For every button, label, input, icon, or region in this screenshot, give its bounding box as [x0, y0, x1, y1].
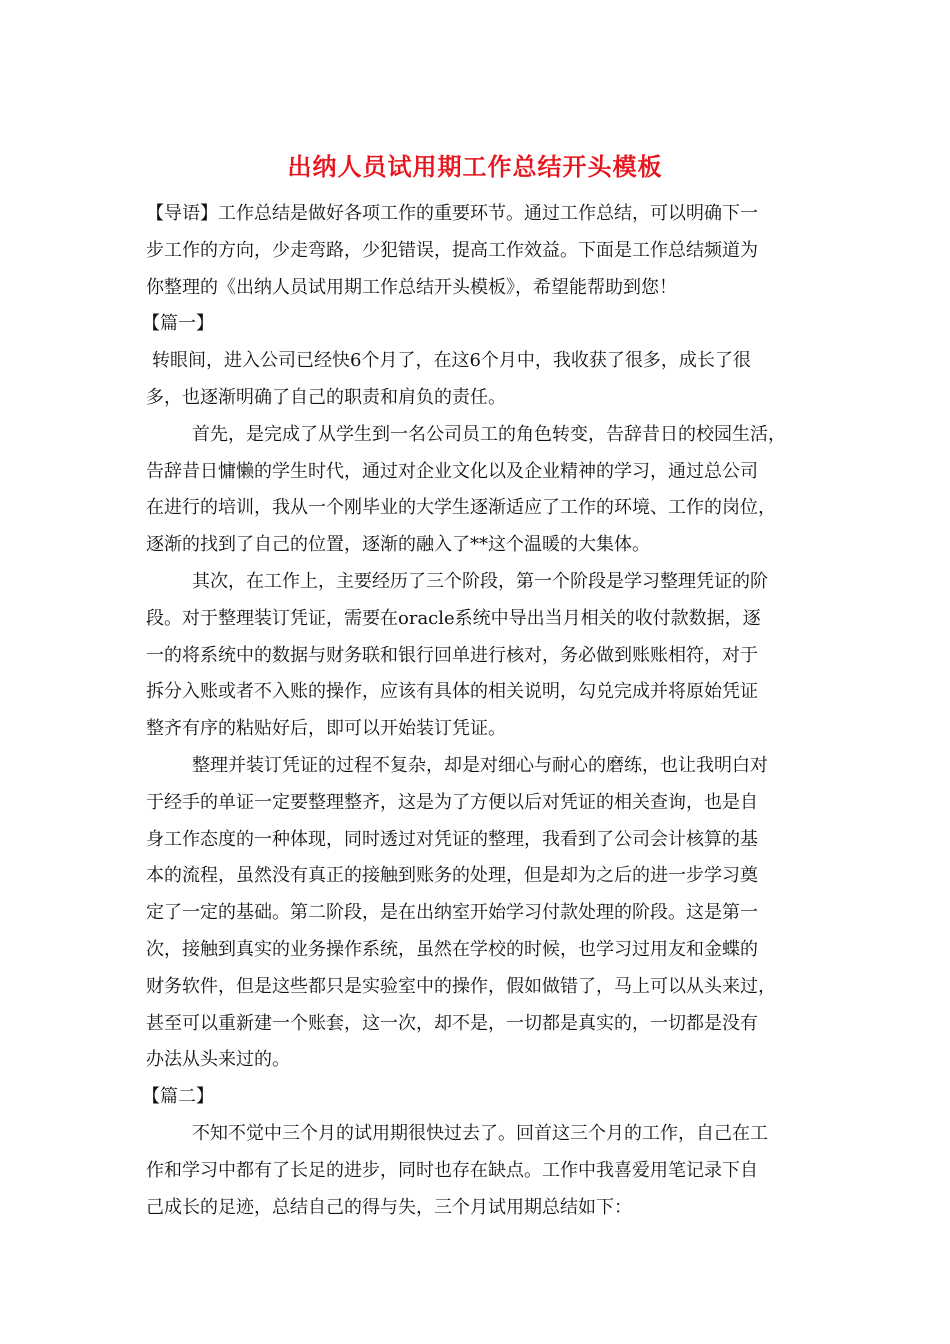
- text-line: 办法从头来过的。: [146, 1049, 290, 1071]
- text-line: 身工作态度的一种体现，同时透过对凭证的整理，我看到了公司会计核算的基: [146, 828, 758, 850]
- paragraph-start: 其次，在工作上，主要经历了三个阶段，第一个阶段是学习整理凭证的阶: [192, 570, 768, 592]
- text-line: 逐渐的找到了自己的位置，逐渐的融入了**这个温暖的大集体。: [146, 534, 650, 556]
- text-line: 步工作的方向，少走弯路，少犯错误，提高工作效益。下面是工作总结频道为: [146, 239, 758, 261]
- text-line: 甚至可以重新建一个账套，这一次，却不是，一切都是真实的，一切都是没有: [146, 1012, 758, 1034]
- text-line: 段。对于整理装订凭证，需要在oracle系统中导出当月相关的收付款数据，逐: [146, 607, 761, 629]
- text-line: 财务软件，但是这些都只是实验室中的操作，假如做错了，马上可以从头来过，: [146, 975, 776, 997]
- text-line: 本的流程，虽然没有真正的接触到账务的处理，但是却为之后的进一步学习奠: [146, 865, 758, 887]
- text-line: 告辞昔日慵懒的学生时代，通过对企业文化以及企业精神的学习，通过总公司: [146, 460, 758, 482]
- text-line: 转眼间，进入公司已经快6个月了，在这6个月中，我收获了很多，成长了很: [152, 350, 751, 372]
- text-line: 在进行的培训，我从一个刚毕业的大学生逐渐适应了工作的环境、工作的岗位，: [146, 497, 776, 519]
- paragraph-start: 首先，是完成了从学生到一名公司员工的角色转变，告辞昔日的校园生活，: [192, 423, 786, 445]
- text-line: 作和学习中都有了长足的进步，同时也存在缺点。工作中我喜爱用笔记录下自: [146, 1159, 758, 1181]
- text-line: 定了一定的基础。第二阶段，是在出纳室开始学习付款处理的阶段。这是第一: [146, 902, 758, 924]
- text-line: 你整理的《出纳人员试用期工作总结开头模板》，希望能帮助到您！: [146, 276, 677, 298]
- paragraph-start: 不知不觉中三个月的试用期很快过去了。回首这三个月的工作，自己在工: [192, 1122, 768, 1144]
- text-line: 【导语】工作总结是做好各项工作的重要环节。通过工作总结，可以明确下一: [146, 203, 758, 224]
- text-line: 整齐有序的粘贴好后，即可以开始装订凭证。: [146, 718, 506, 740]
- text-line: 拆分入账或者不入账的操作，应该有具体的相关说明，勾兑完成并将原始凭证: [146, 681, 758, 703]
- text-line: 于经手的单证一定要整理整齐，这是为了方便以后对凭证的相关查询，也是自: [146, 791, 758, 813]
- section-heading: 【篇一】: [142, 313, 214, 335]
- paragraph-start: 整理并装订凭证的过程不复杂，却是对细心与耐心的磨练，也让我明白对: [192, 754, 768, 776]
- section-heading: 【篇二】: [142, 1086, 214, 1108]
- document-title: 出纳人员试用期工作总结开头模板: [287, 152, 663, 181]
- text-line: 多，也逐渐明确了自己的职责和肩负的责任。: [146, 386, 506, 408]
- text-line: 己成长的足迹，总结自己的得与失，三个月试用期总结如下：: [146, 1196, 632, 1218]
- text-line: 次，接触到真实的业务操作系统，虽然在学校的时候，也学习过用友和金蝶的: [146, 938, 758, 960]
- text-line: 一的将系统中的数据与财务联和银行回单进行核对，务必做到账账相符，对于: [146, 644, 758, 666]
- document-body: [142, 196, 826, 1226]
